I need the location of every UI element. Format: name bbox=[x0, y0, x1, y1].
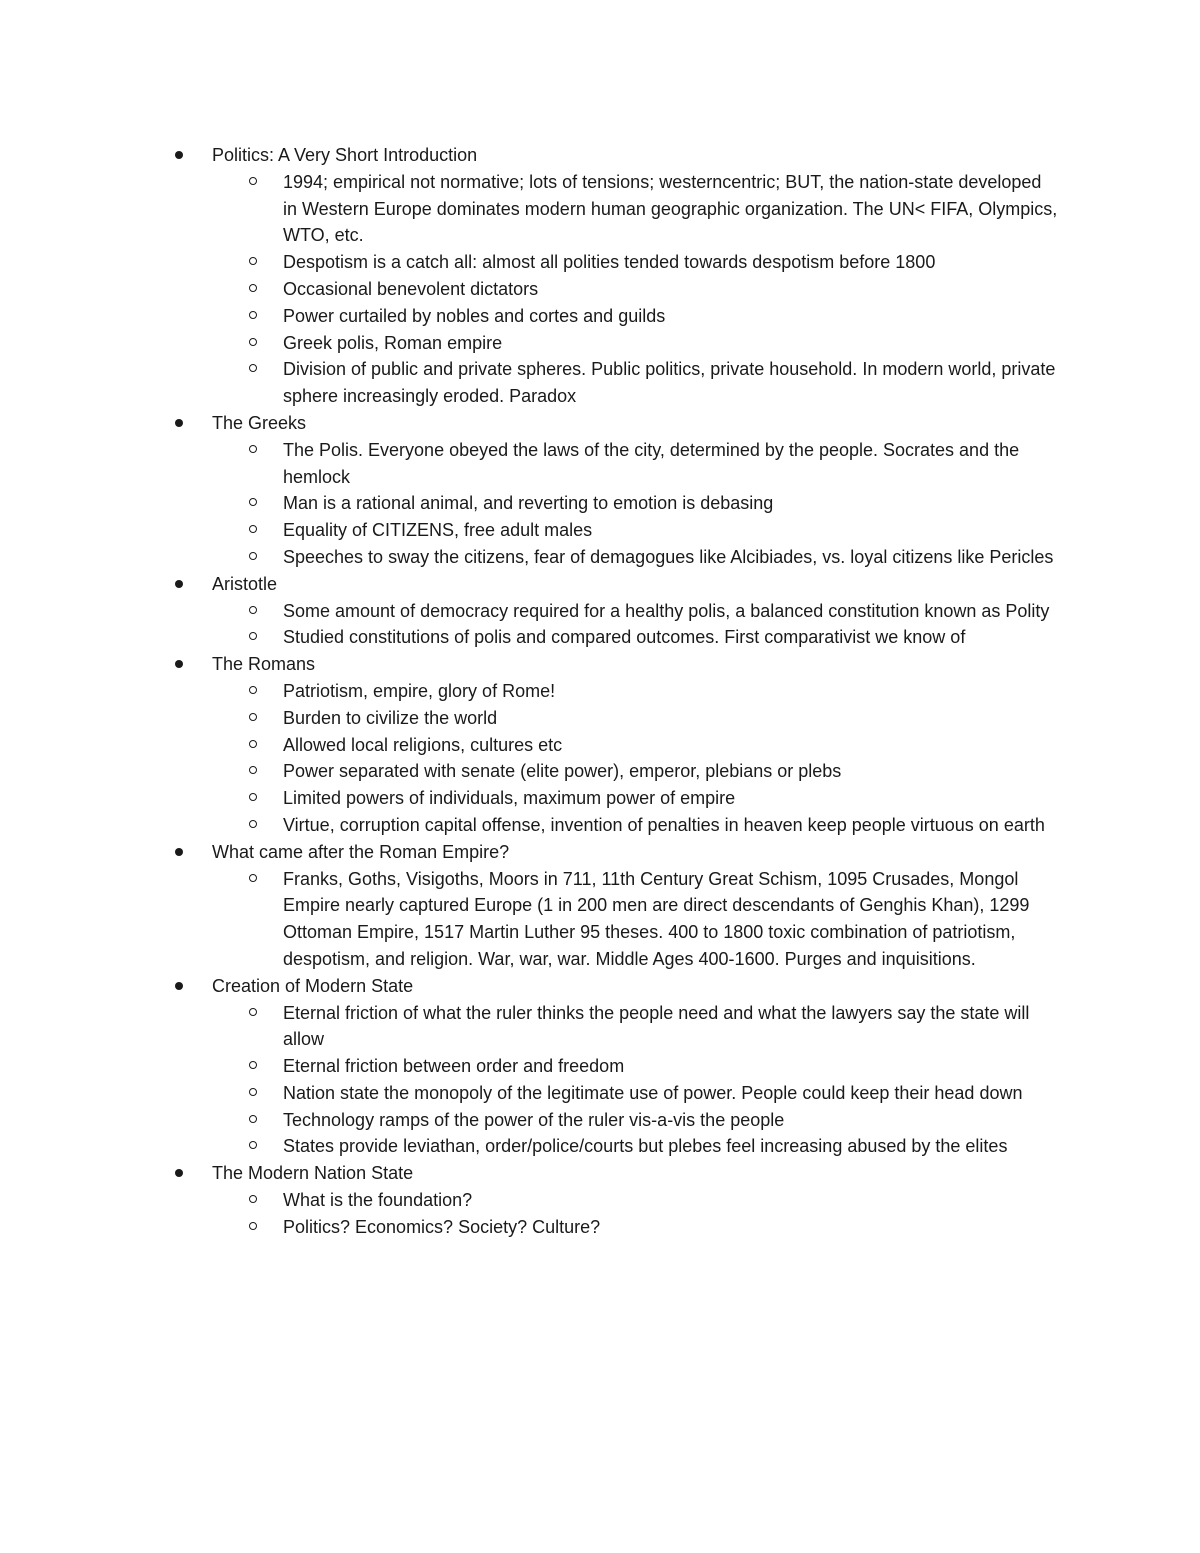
outline-topic bbox=[0, 839, 1200, 973]
subpoint-text: Technology ramps of the power of the ruler vis-a-vis the people bbox=[283, 1109, 785, 1130]
subpoint bbox=[0, 169, 1200, 249]
topic-heading: Creation of Modern State bbox=[212, 975, 414, 996]
bullet-dot-icon bbox=[175, 982, 183, 990]
subpoint bbox=[0, 705, 1200, 732]
topic-heading: What came after the Roman Empire? bbox=[212, 841, 510, 862]
subpoint-text: Power curtailed by nobles and cortes and guilds bbox=[283, 305, 666, 326]
subpoint bbox=[0, 544, 1200, 571]
bullet-circle-icon bbox=[249, 284, 257, 292]
bullet-circle-icon bbox=[249, 177, 257, 185]
topic-heading: The Modern Nation State bbox=[212, 1163, 414, 1184]
subpoint bbox=[0, 1000, 1200, 1054]
bullet-circle-icon bbox=[249, 740, 257, 748]
subpoint-list bbox=[0, 1187, 1200, 1241]
subpoint bbox=[0, 866, 1200, 973]
subpoint-text: Limited powers of individuals, maximum power of empire bbox=[283, 788, 736, 809]
subpoint-text: 1994; empirical not normative; lots of tensions; westerncentric; BUT, the nation-state developed in Western Europe dominates modern human geographic organization. The UN< FIFA, Olympics, WTO, etc. bbox=[283, 171, 1058, 246]
subpoint bbox=[0, 1107, 1200, 1134]
bullet-circle-icon bbox=[249, 445, 257, 453]
outline-list bbox=[0, 142, 1200, 1241]
subpoint-list bbox=[0, 437, 1200, 571]
subpoint bbox=[0, 624, 1200, 651]
subpoint-text: Allowed local religions, cultures etc bbox=[283, 734, 563, 755]
bullet-dot-icon bbox=[175, 151, 183, 159]
subpoint-list bbox=[0, 678, 1200, 839]
bullet-circle-icon bbox=[249, 1008, 257, 1016]
subpoint-text: Despotism is a catch all: almost all polities tended towards despotism before 1800 bbox=[283, 252, 936, 273]
subpoint-text: Eternal friction between order and freedom bbox=[283, 1056, 625, 1077]
subpoint-text: Some amount of democracy required for a healthy polis, a balanced constitution known as Polity bbox=[283, 600, 1050, 621]
bullet-circle-icon bbox=[249, 1222, 257, 1230]
subpoint bbox=[0, 356, 1200, 410]
subpoint-text: Politics? Economics? Society? Culture? bbox=[283, 1216, 601, 1237]
subpoint bbox=[0, 1053, 1200, 1080]
subpoint-text: Equality of CITIZENS, free adult males bbox=[283, 520, 593, 541]
subpoint-text: What is the foundation? bbox=[283, 1190, 473, 1211]
topic-heading: The Greeks bbox=[212, 412, 307, 433]
bullet-circle-icon bbox=[249, 1115, 257, 1123]
subpoint-text: Eternal friction of what the ruler thinks the people need and what the lawyers say the state will allow bbox=[283, 1002, 1030, 1050]
subpoint bbox=[0, 785, 1200, 812]
bullet-circle-icon bbox=[249, 311, 257, 319]
subpoint-text: Man is a rational animal, and reverting to emotion is debasing bbox=[283, 493, 774, 514]
outline-topic bbox=[0, 142, 1200, 410]
subpoint-text: Franks, Goths, Visigoths, Moors in 711, 11th Century Great Schism, 1095 Crusades, Mongol Empire nearly captured Europe (1 in 200 men are direct descendants of Genghis Khan), 1299 Ottoman Empire, 1517 Martin Luther 95 theses. 400 to 1800 toxic combination of patriotism, despotism, and religion. War, war, war. Middle Ages 400-1600. Purges and inquisitions. bbox=[283, 868, 1030, 969]
topic-heading: Aristotle bbox=[212, 573, 278, 594]
bullet-circle-icon bbox=[249, 874, 257, 882]
bullet-circle-icon bbox=[249, 713, 257, 721]
subpoint-text: Patriotism, empire, glory of Rome! bbox=[283, 680, 556, 701]
bullet-dot-icon bbox=[175, 580, 183, 588]
subpoint-text: Nation state the monopoly of the legitimate use of power. People could keep their head down bbox=[283, 1082, 1023, 1103]
subpoint-list bbox=[0, 866, 1200, 973]
topic-heading: The Romans bbox=[212, 654, 316, 675]
subpoint bbox=[0, 758, 1200, 785]
subpoint bbox=[0, 249, 1200, 276]
subpoint bbox=[0, 732, 1200, 759]
subpoint-text: The Polis. Everyone obeyed the laws of the city, determined by the people. Socrates and the hemlock bbox=[283, 439, 1020, 487]
bullet-dot-icon bbox=[175, 848, 183, 856]
topic-heading: Politics: A Very Short Introduction bbox=[212, 145, 478, 165]
subpoint bbox=[0, 598, 1200, 625]
subpoint-list bbox=[0, 169, 1200, 410]
subpoint-list bbox=[0, 598, 1200, 652]
document-page bbox=[0, 142, 1200, 1241]
subpoint-text: Studied constitutions of polis and compared outcomes. First comparativist we know of bbox=[283, 627, 966, 648]
outline-topic bbox=[0, 651, 1200, 839]
subpoint-text: Virtue, corruption capital offense, invention of penalties in heaven keep people virtuous on earth bbox=[283, 814, 1045, 835]
subpoint-text: Power separated with senate (elite power), emperor, plebians or plebs bbox=[283, 761, 842, 782]
bullet-circle-icon bbox=[249, 552, 257, 560]
subpoint bbox=[0, 1187, 1200, 1214]
subpoint-list bbox=[0, 1000, 1200, 1161]
subpoint bbox=[0, 517, 1200, 544]
subpoint-text: Division of public and private spheres. Public politics, private household. In modern world, private sphere increasingly eroded. Paradox bbox=[283, 359, 1056, 407]
bullet-circle-icon bbox=[249, 686, 257, 694]
subpoint bbox=[0, 1214, 1200, 1241]
bullet-circle-icon bbox=[249, 338, 257, 346]
subpoint-text: States provide leviathan, order/police/courts but plebes feel increasing abused by the elites bbox=[283, 1136, 1008, 1157]
outline-topic bbox=[0, 410, 1200, 571]
bullet-circle-icon bbox=[249, 1088, 257, 1096]
outline-topic bbox=[0, 571, 1200, 651]
subpoint bbox=[0, 303, 1200, 330]
subpoint-text: Greek polis, Roman empire bbox=[283, 332, 503, 353]
subpoint-text: Speeches to sway the citizens, fear of demagogues like Alcibiades, vs. loyal citizens like Pericles bbox=[283, 546, 1054, 567]
bullet-dot-icon bbox=[175, 419, 183, 427]
subpoint bbox=[0, 437, 1200, 491]
subpoint bbox=[0, 1080, 1200, 1107]
subpoint bbox=[0, 678, 1200, 705]
subpoint bbox=[0, 812, 1200, 839]
outline-topic bbox=[0, 1160, 1200, 1240]
outline-topic bbox=[0, 973, 1200, 1161]
subpoint bbox=[0, 276, 1200, 303]
subpoint bbox=[0, 1133, 1200, 1160]
bullet-circle-icon bbox=[249, 606, 257, 614]
subpoint bbox=[0, 490, 1200, 517]
subpoint-text: Burden to civilize the world bbox=[283, 707, 498, 728]
subpoint-text: Occasional benevolent dictators bbox=[283, 278, 539, 299]
subpoint bbox=[0, 330, 1200, 357]
bullet-circle-icon bbox=[249, 820, 257, 828]
